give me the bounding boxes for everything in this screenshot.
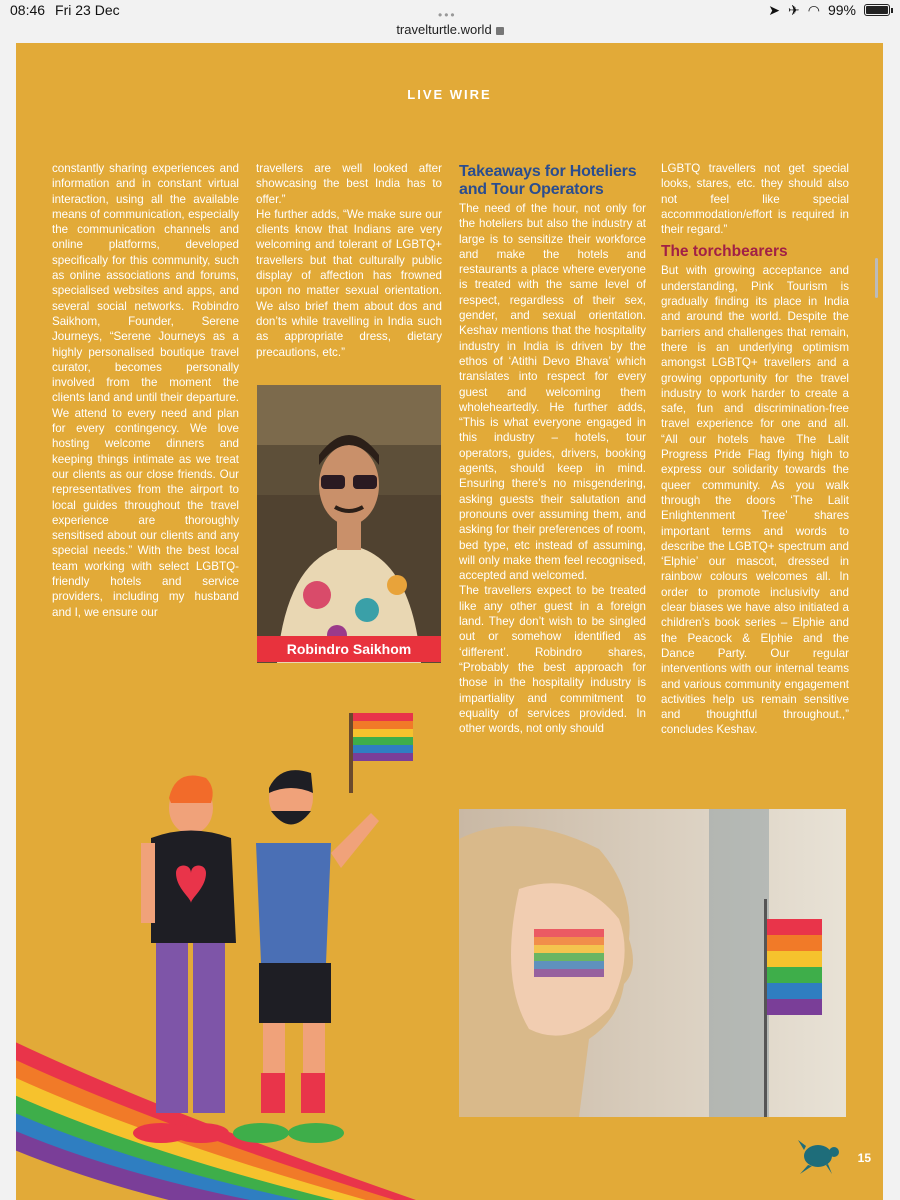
multitask-dots-icon[interactable]: ••• (438, 8, 457, 22)
battery-percent: 99% (827, 2, 856, 18)
wifi-icon: ◠ (807, 1, 820, 18)
url-text: travelturtle.world (396, 22, 492, 37)
pride-woman-photo (459, 809, 846, 1117)
status-date: Fri 23 Dec (55, 2, 120, 18)
col2-paragraph-2: He further adds, “We make sure our clients know that Indians are very welcoming and tolerant of LGBTQ+ travellers but that culturally public display of affection has frowned upon no matter sexual orientation. We also brief them about dos and don’ts while travelling in India such as appropriate dress, dietary precautions, etc.” (256, 207, 442, 359)
magazine-page (16, 43, 883, 1200)
col2-paragraph-1: travellers are well looked after showcasing the best India has to offer.” (256, 162, 442, 206)
lock-icon (496, 27, 504, 35)
col3-paragraph-1: The need of the hour, not only for the hoteliers but also the industry at large is to sensitize their workforce and make the hotels and restaurants a place where everyone is treated with the same level of respect, regardless of their sex, gender, and sexual orientation. Keshav mentions that the hospitality industry in India is driven by the ethos of ‘Atithi Devo Bhava’ which translates into respect for every guest and welcoming them wholeheartedly. He further adds, “This is what everyone engaged in this industry – hotels, tour operators, guides, drivers, booking agents, should keep in mind. Ensuring there’s no misgendering, asking guests their salutation and pronouns over assuming them, and asking for their preferences of room, bed type, etc instead of assuming, will only make them feel recognised, accepted and welcomed. (459, 202, 646, 583)
column-1 (52, 161, 239, 620)
page-number: 15 (857, 1151, 871, 1165)
photo-caption: Robindro Saikhom (257, 636, 441, 662)
airplane-icon: ✈ (788, 1, 800, 18)
column-4 (661, 161, 849, 738)
status-time: 08:46 (10, 2, 46, 18)
col1-paragraph: constantly sharing experiences and information and in constant virtual interaction, using all the available means of communication, especially the communication channels and online platforms, developed specifically for this community, such as online associations and forums, specialised websites and apps, and several social networks. Robindro Saikhom, Founder, Serene Journeys, “Serene Journeys as a highly personalised boutique travel curator, becomes personally involved from the moment the clients land and until their departure. We attend to every need and plan for every contingency. We love hosting welcome dinners and keeping things intimate as we treat our clients as our close friends. Our representatives from the airport to local guides throughout the travel experience are thoroughly sensitised about our clients and any special needs.” With the best local team working with select LGBTQ-friendly hotels and service providers, including my husband and I, we ensure our (52, 162, 239, 619)
col4-paragraph-1: LGBTQ travellers not get special looks, stares, etc. they should also not feel like special accommodation/effort is required in their regard.” (661, 162, 849, 237)
col3-paragraph-2: The travellers expect to be treated like any other guest in a foreign land. They don’t wish to be singled out or somehow identified as ‘different’. Robindro shares, “Probably the best approach for those in the hospitality industry is impartiality and commitment to equality of services provided. In other words, not only should (459, 584, 646, 736)
scrollbar[interactable] (875, 258, 878, 298)
column-3 (459, 163, 646, 736)
column-2 (256, 161, 442, 360)
couple-illustration (81, 693, 421, 1163)
col4-paragraph-2: But with growing acceptance and understanding, Pink Tourism is gradually finding its place in India and around the world. Despite the barriers and challenges that remain, there is an underlying optimism amongst LGBTQ+ travellers and a growing opportunity for the travel industry to work harder to create a safe, fun and discrimination-free travel experience for one and all. “All our hotels have The Lalit Progress Pride Flag flying high to express our solidarity towards the queer community. As you walk through the doors ‘The Lalit Enlightenment Tree’ shares important terms and words to describe the LGBTQ+ spectrum and ‘Elphie’ our mascot, dressed in rainbow colours welcomes all. In order to promote inclusivity and clear biases we have also initiated a children’s book series – Elphie and the Peacock & Elphie and the Dance Party. Our regular interventions with our internal teams and various community engagement activities help us remain sensitive and thoughtful throughout.,” concludes Keshav. (661, 264, 849, 737)
address-bar[interactable] (0, 22, 900, 37)
section-header: LIVE WIRE (407, 87, 492, 102)
battery-icon (864, 4, 890, 16)
section-heading-torchbearers: The torchbearers (661, 243, 788, 261)
portrait-photo (257, 385, 441, 663)
section-heading-takeaways: Takeaways for Hoteliers and Tour Operators (459, 163, 637, 198)
location-icon: ➤ (768, 1, 781, 18)
